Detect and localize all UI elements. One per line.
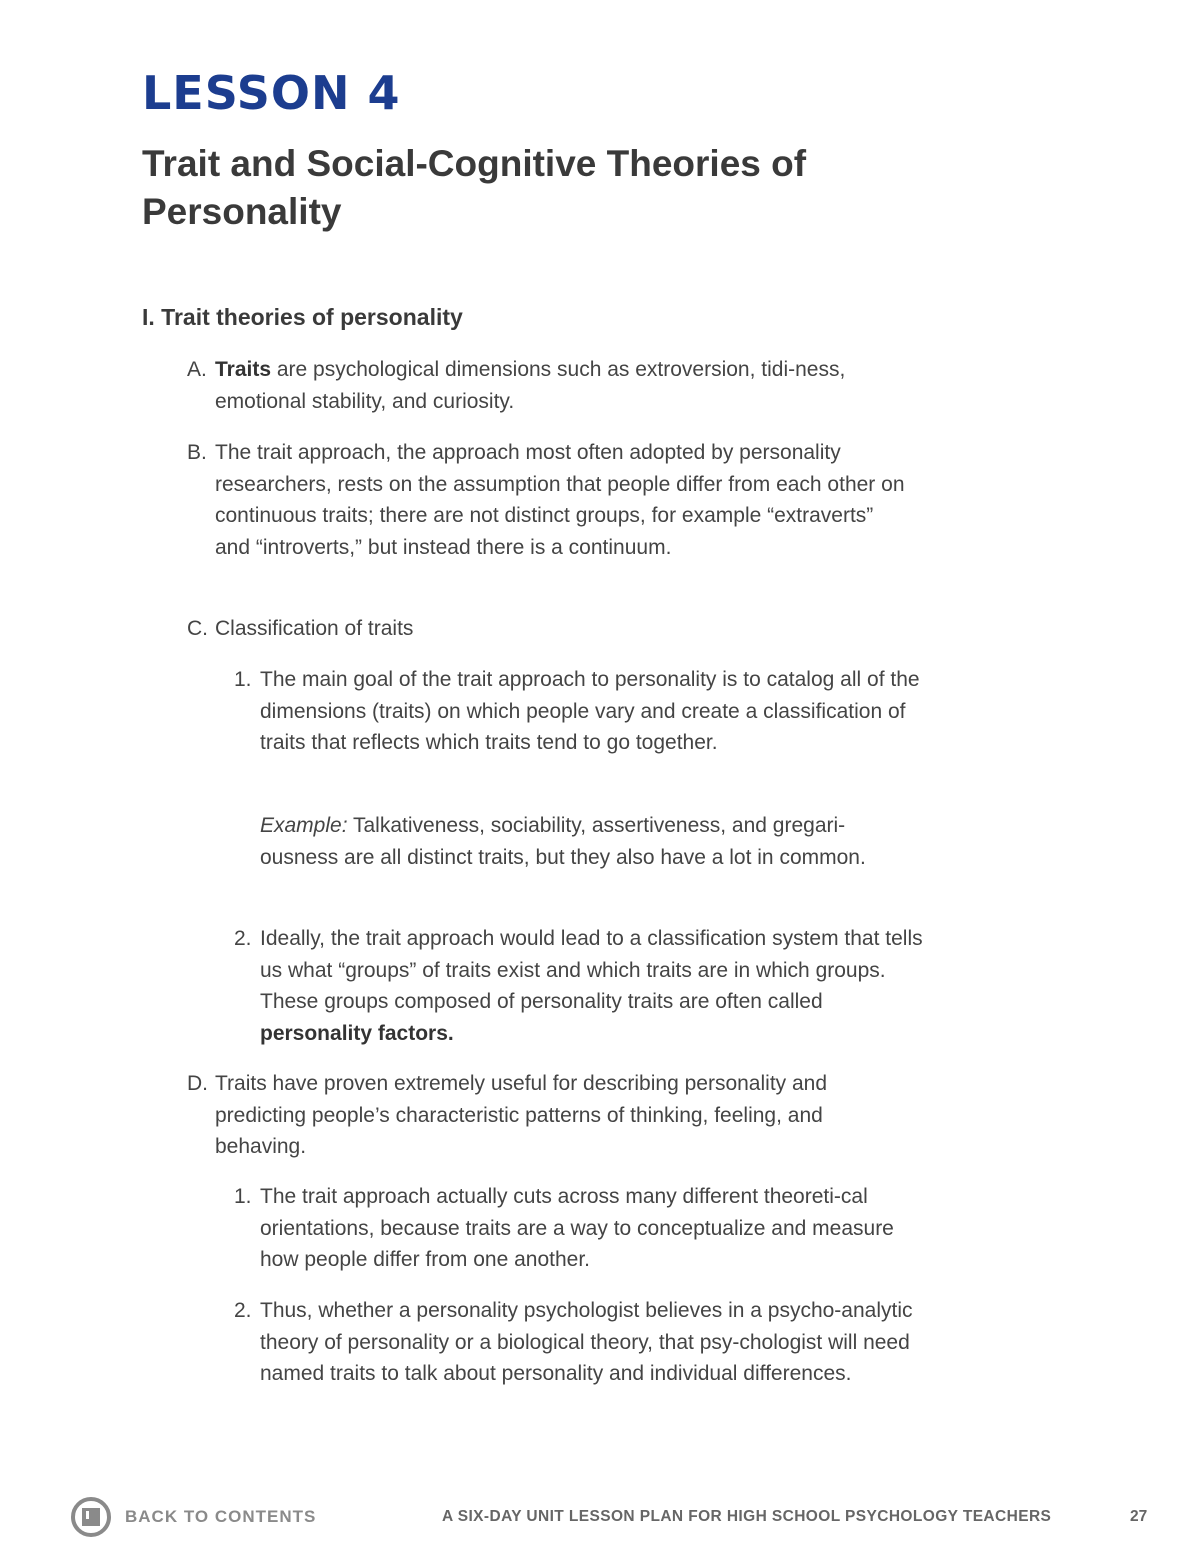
item-text: Thus, whether a personality psychologist believes in a psycho-analytic theory of personality or a biological theory, that psy-chologist will need named traits to talk about personality and individual differences.: [260, 1299, 913, 1385]
item-marker: B.: [187, 441, 207, 464]
item-text: Traits have proven extremely useful for describing personality and predicting people’s characteristic patterns of thinking, feeling, and behaving.: [215, 1072, 828, 1158]
outline-item-a: [187, 354, 912, 417]
outline-item-c1: [234, 664, 924, 759]
book-icon[interactable]: [70, 1496, 112, 1538]
item-marker: C.: [187, 617, 208, 640]
item-text: are psychological dimensions such as extroversion, tidi-ness, emotional stability, and curiosity.: [215, 358, 846, 413]
page-title: Trait and Social-Cognitive Theories of Personality: [142, 143, 807, 232]
item-text: The trait approach actually cuts across many different theoreti-cal orientations, because traits are a way to conceptualize and measure how people differ from one another.: [260, 1185, 894, 1271]
outline-item-c2: [234, 923, 924, 1049]
outline-item-d1: [234, 1181, 924, 1276]
item-marker: 1.: [234, 1185, 252, 1208]
page-number: 27: [1130, 1508, 1148, 1525]
item-text: The trait approach, the approach most often adopted by personality researchers, rests on the assumption that people differ from each other on continuous traits; there are not distinct groups, for example “extraverts” and “introverts,” but instead there is a continuum.: [215, 441, 905, 559]
term-traits: Traits: [215, 358, 272, 381]
lesson-label: LESSON 4: [142, 66, 401, 120]
back-to-contents-link[interactable]: BACK TO CONTENTS: [125, 1507, 317, 1526]
item-text: Classification of traits: [215, 617, 414, 640]
example-text: Talkativeness, sociability, assertiveness, and gregari-ousness are all distinct traits, but they also have a lot in common.: [260, 814, 866, 869]
item-marker: 2.: [234, 1299, 252, 1322]
outline-item-b: [187, 437, 912, 563]
item-marker: D.: [187, 1072, 208, 1095]
example-label: Example:: [260, 814, 348, 837]
item-marker: 2.: [234, 927, 252, 950]
footer-title: A SIX-DAY UNIT LESSON PLAN FOR HIGH SCHOOL PSYCHOLOGY TEACHERS: [442, 1508, 1052, 1525]
section-heading: I. Trait theories of personality: [142, 304, 463, 330]
page-footer: [0, 1490, 1200, 1546]
example-paragraph: [260, 810, 920, 873]
item-text: The main goal of the trait approach to personality is to catalog all of the dimensions (traits) on which people vary and create a classification of traits that reflects which traits tend to go together.: [260, 668, 920, 754]
item-marker: A.: [187, 358, 207, 381]
outline-item-d2: [234, 1295, 924, 1390]
outline-item-d: [187, 1068, 912, 1163]
outline-item-c: [187, 613, 912, 645]
term-personality-factors: personality factors.: [260, 1021, 454, 1045]
item-text: Ideally, the trait approach would lead to a classification system that tells us what “groups” of traits exist and which traits are in which groups. These groups composed of personality traits are often called: [260, 927, 923, 1013]
item-marker: 1.: [234, 668, 252, 691]
